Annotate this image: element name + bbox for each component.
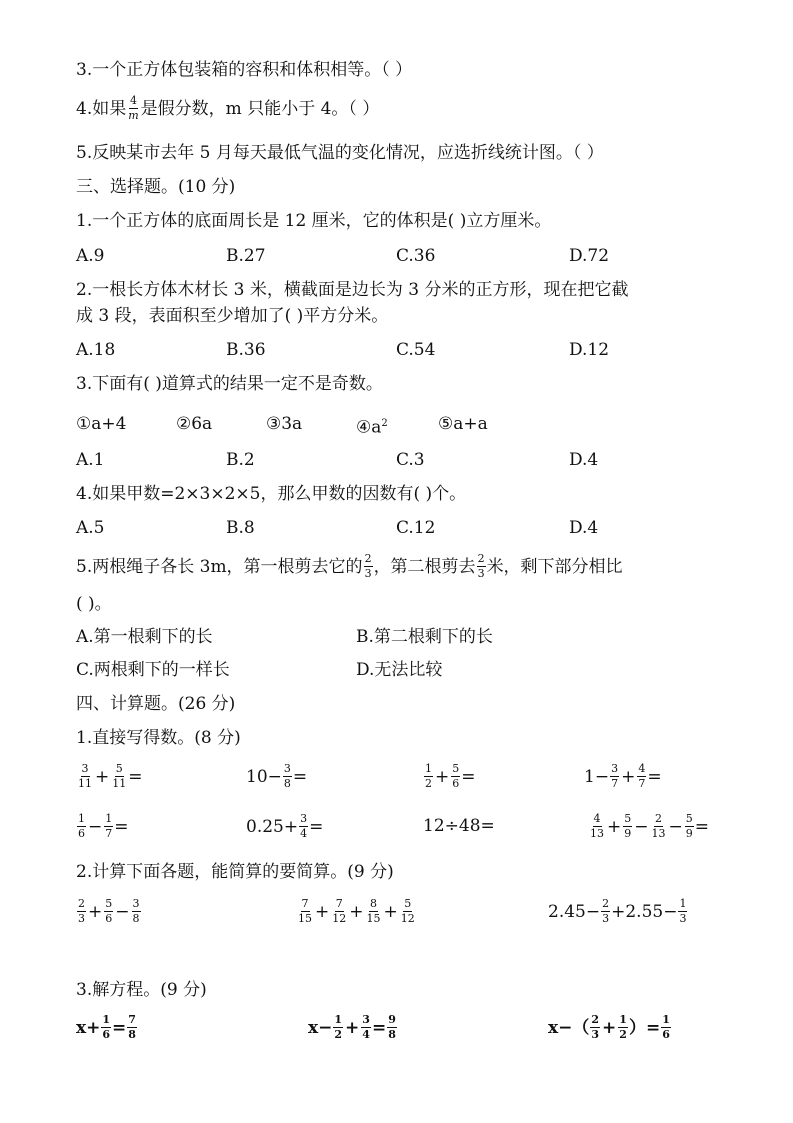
calc-p2-c: 2.45− $\frac{2}{3}$ +2.55− $\frac{1}{3}$ xyxy=(548,897,687,925)
fraction: $\frac{7}{8}$ xyxy=(128,1013,136,1041)
fraction: $\frac{5}{6}$ xyxy=(452,762,460,790)
mc-q1-option-d: D.72 xyxy=(569,246,610,266)
fraction: $\frac{2}{13}$ xyxy=(651,812,666,840)
calc-p2-a: $\frac{2}{3}$ + $\frac{5}{6}$ − $\frac{3}{8}$ xyxy=(78,897,140,925)
mc-q5-option-a: A.第一根剩下的长 xyxy=(76,627,213,647)
equation-b: x− $\frac{1}{2}$ + $\frac{3}{4}$ = $\frac{9}{8}$ xyxy=(308,1013,396,1041)
mc-q4-option-d: D.4 xyxy=(569,518,599,538)
mc-q1-option-c: C.36 xyxy=(396,246,436,266)
tf-q4: 4.如果 $\frac{4}{m}$ 是假分数，m 只能小于 4。（ ） xyxy=(76,94,380,122)
equation-c: x−（ $\frac{2}{3}$ + $\frac{1}{2}$ ）= $\frac{1}{6}$ xyxy=(548,1013,670,1041)
mc-q5-option-b: B.第二根剩下的长 xyxy=(356,627,493,647)
mc-q3-item-1: ①a+4 xyxy=(76,414,127,434)
tf-q5: 5.反映某市去年 5 月每天最低气温的变化情况，应选折线统计图。（ ） xyxy=(76,143,604,163)
fraction: $\frac{5}{6}$ xyxy=(105,897,113,925)
tf-q3: 3.一个正方体包装箱的容积和体积相等。（ ） xyxy=(76,60,413,80)
fraction: $\frac{4}{m}$ xyxy=(128,94,139,122)
fraction: $\frac{4}{13}$ xyxy=(590,812,604,840)
mc-q4-option-c: C.12 xyxy=(396,518,436,538)
section4-heading: 四、计算题。(26 分) xyxy=(76,694,236,714)
fraction: $\frac{5}{12}$ xyxy=(400,897,415,925)
calc-part1-title: 1.直接写得数。(8 分) xyxy=(76,728,241,748)
fraction: $\frac{4}{7}$ xyxy=(638,762,646,790)
calc-part2-title: 2.计算下面各题，能简算的要简算。(9 分) xyxy=(76,862,394,882)
mc-q5: 5.两根绳子各长 3m，第一根剪去它的 $\frac{2}{3}$ ，第二根剪去 $\frac{2}{3}$ 米，剩下部分相比 xyxy=(76,552,623,580)
fraction: $\frac{3}{4}$ xyxy=(362,1013,370,1041)
fraction: $\frac{1}{7}$ xyxy=(105,812,113,840)
fraction: $\frac{3}{8}$ xyxy=(132,897,140,925)
mc-q1-option-a: A.9 xyxy=(76,246,105,266)
equation-a: x+ $\frac{1}{6}$ = $\frac{7}{8}$ xyxy=(76,1013,136,1041)
mc-q2-option-c: C.54 xyxy=(396,340,436,360)
mc-q3-option-a: A.1 xyxy=(76,450,105,470)
fraction: $\frac{3}{4}$ xyxy=(300,812,308,840)
fraction: $\frac{7}{15}$ xyxy=(298,897,312,925)
mc-q2-option-a: A.18 xyxy=(76,340,116,360)
mc-q1: 1.一个正方体的底面周长是 12 厘米，它的体积是( )立方厘米。 xyxy=(76,211,552,231)
mc-q5-option-c: C.两根剩下的一样长 xyxy=(76,660,230,680)
mc-q3: 3.下面有( )道算式的结果一定不是奇数。 xyxy=(76,374,383,394)
fraction: $\frac{1}{3}$ xyxy=(679,897,687,925)
mc-q3-item-4: $④a^2$ xyxy=(356,417,388,438)
calc-r2-a: $\frac{1}{6}$ − $\frac{1}{7}$ = xyxy=(78,812,129,840)
calc-p2-b: $\frac{7}{15}$ + $\frac{7}{12}$ + $\frac{8}{15}$ + $\frac{5}{12}$ xyxy=(298,897,415,925)
fraction: $\frac{3}{8}$ xyxy=(283,762,291,790)
calc-r2-c: 12÷48= xyxy=(423,816,495,836)
fraction: $\frac{7}{12}$ xyxy=(332,897,347,925)
fraction: $\frac{5}{9}$ xyxy=(624,812,632,840)
mc-q2-line1: 2.一根长方体木材长 3 米，横截面是边长为 3 分米的正方形，现在把它截 xyxy=(76,280,629,300)
mc-q3-item-5: ⑤a+a xyxy=(438,414,488,434)
fraction: $\frac{5}{11}$ xyxy=(112,762,127,790)
mc-q3-option-b: B.2 xyxy=(226,450,255,470)
mc-q3-item-3: ③3a xyxy=(266,414,303,434)
fraction: $\frac{2}{3}$ xyxy=(78,897,85,925)
calc-r1-d: 1− $\frac{3}{7}$ + $\frac{4}{7}$ = xyxy=(584,762,662,790)
mc-q2-option-d: D.12 xyxy=(569,340,610,360)
fraction: $\frac{1}{2}$ xyxy=(619,1013,627,1041)
calc-part3-title: 3.解方程。(9 分) xyxy=(76,980,207,1000)
fraction: $\frac{3}{7}$ xyxy=(611,762,619,790)
mc-q4: 4.如果甲数=2×3×2×5，那么甲数的因数有( )个。 xyxy=(76,484,467,504)
section3-heading: 三、选择题。(10 分) xyxy=(76,177,236,197)
mc-q4-option-a: A.5 xyxy=(76,518,105,538)
fraction: $\frac{2}{3}$ xyxy=(591,1013,600,1041)
mc-q2-option-b: B.36 xyxy=(226,340,266,360)
calc-r1-b: 10− $\frac{3}{8}$ = xyxy=(246,762,308,790)
fraction: $\frac{5}{9}$ xyxy=(685,812,693,840)
mc-q3-item-2: ②6a xyxy=(176,414,213,434)
calc-r2-d: $\frac{4}{13}$ + $\frac{5}{9}$ − $\frac{2}{13}$ − $\frac{5}{9}$ = xyxy=(590,812,709,840)
calc-r1-a: $\frac{3}{11}$ + $\frac{5}{11}$ = xyxy=(78,762,143,790)
fraction: $\frac{1}{2}$ xyxy=(425,762,432,790)
mc-q2-line2: 成 3 段，表面积至少增加了( )平方分米。 xyxy=(76,306,389,326)
mc-q3-option-d: D.4 xyxy=(569,450,599,470)
mc-q4-option-b: B.8 xyxy=(226,518,255,538)
fraction: $\frac{1}{6}$ xyxy=(102,1013,111,1041)
fraction: $\frac{3}{11}$ xyxy=(78,762,92,790)
mc-q5-option-d: D.无法比较 xyxy=(356,660,443,680)
fraction: $\frac{1}{6}$ xyxy=(78,812,85,840)
fraction: $\frac{1}{6}$ xyxy=(662,1013,670,1041)
mc-q5-line2: ( )。 xyxy=(76,594,112,614)
fraction: $\frac{1}{2}$ xyxy=(334,1013,343,1041)
mc-q1-option-b: B.27 xyxy=(226,246,266,266)
fraction: $\frac{2}{3}$ xyxy=(602,897,610,925)
fraction: $\frac{8}{15}$ xyxy=(366,897,381,925)
fraction: $\frac{9}{8}$ xyxy=(388,1013,396,1041)
calc-r2-b: 0.25+ $\frac{3}{4}$ = xyxy=(246,812,324,840)
fraction: $\frac{2}{3}$ xyxy=(364,552,372,580)
fraction: $\frac{2}{3}$ xyxy=(477,552,485,580)
mc-q3-option-c: C.3 xyxy=(396,450,425,470)
calc-r1-c: $\frac{1}{2}$ + $\frac{5}{6}$ = xyxy=(425,762,476,790)
